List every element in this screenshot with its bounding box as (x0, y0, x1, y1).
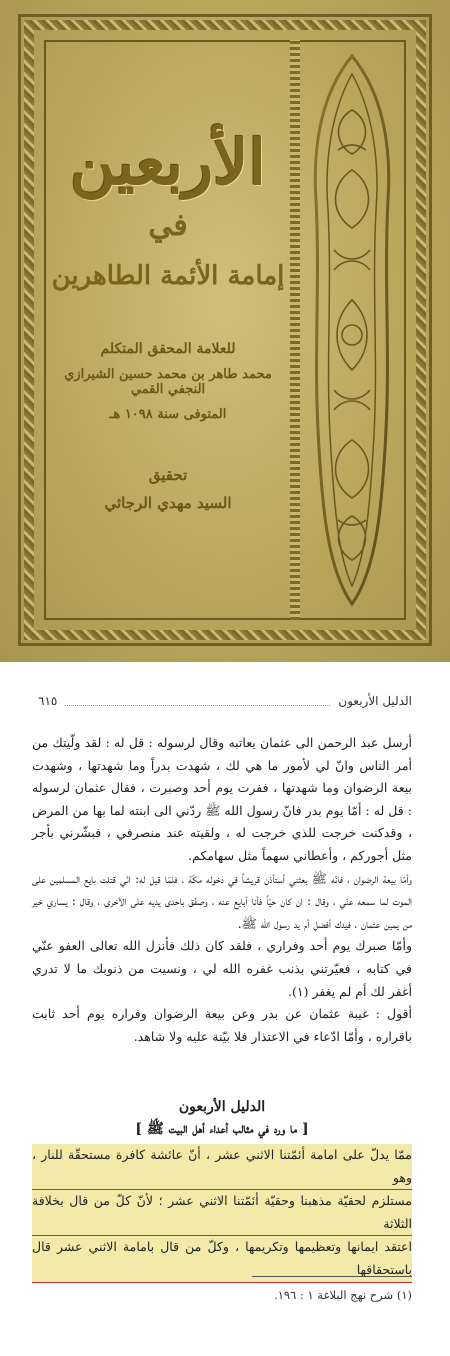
paragraph: وأمّا بيعة الرضوان ، فانّه ﷺ بعثني أستأذن قريشاً في دخوله مكّة ، فلمّا قيل له: انّي قتلت بايع المسلمين على الموت لما سمعه عنّي ، وقال : ان كان حيّاً فأنا أبايع عنه ، وصفّق باحدى يديه على الأخرى ، وقال : يساري خير من يمين عثمان ، فيدك أفضل أم يد رسول الله ﷺ. (32, 870, 412, 931)
cover-preposition: في (148, 208, 188, 243)
running-header-title: الدليل الأربعون (338, 694, 412, 708)
paragraph: وأمّا صبرك يوم أحد وفراري ، فلقد كان ذلك فأنزل الله تعالى العفو عنّي في كتابه ، فعيّرتني بذنب غفره الله لي ، ونسيت من ذنوبك ما لا تدري أغفر لك أم لم يغفر (١). (32, 938, 412, 999)
cover-author-name: محمد طاهر بن محمد حسين الشيرازي النجفي القمي (64, 367, 272, 397)
arabesque-ornament-icon (304, 50, 400, 610)
footnote: (١) شرح نهج البلاغة ١ : ١٩٦. (274, 1288, 412, 1302)
section-heading (32, 1096, 412, 1140)
highlighted-line: مستلزم لحقيّة مذهبنا وحقيّة أئمّتنا الاثني عشر ؛ لأنّ كلّ من قال بخلافة الثلاثة (32, 1190, 412, 1236)
cover-tahqiq-label: تحقيق (148, 466, 188, 484)
cover-title-panel (46, 42, 290, 618)
book-page (0, 676, 450, 1356)
section-subtitle: [ ما ورد في مثالب أعداء أهل البيت ﷺ ] (135, 1121, 309, 1137)
highlighted-line: ممّا يدلّ على امامة أئمّتنا الاثني عشر ، أنّ عائشة كافرة مستحقّة للنار ، وهو (32, 1144, 412, 1190)
paragraph: أرسل عبد الرحمن الى عثمان يعاتبه وقال لرسوله : قل له : لقد ولّيتك من أمر الناس وانّ لي لأمور ما هي لك ، شهدت بدراً وما شهدتها ، وشهدت بيعة الرضوان وما شهدتها ، ففرت يوم أحد وصبرت ، فقال عثمان لرسوله : قل له : أمّا يوم بدر فانّ رسول الله ﷺ ردّني الى ابنته لما بها من المرض ، وقدكنت خرجت للذي خرجت له ، ولقيته عند منصرفي ، فبشّرني بأجر مثل أجوركم ، وأعطاني سهماً مثل سهامكم. (32, 735, 412, 863)
cover-author-label: للعلامة المحقق المتكلم (100, 341, 236, 357)
section-title: الدليل الأربعون (178, 1099, 266, 1115)
highlighted-line: اعتقد ايمانها وتعظيمها وتكريمها ، وكلّ من قال بامامة الاثني عشر قال باستحقاقها (32, 1236, 412, 1282)
page-body (32, 732, 412, 1048)
highlighted-passage (32, 1144, 412, 1283)
cover-vertical-divider (290, 40, 300, 620)
page-number: ٦١٥ (38, 694, 58, 708)
paragraph: أقول : غيبة عثمان عن بدر وعن بيعة الرضوان وفراره يوم أحد ثابت باقراره ، وأمّا ادّعاء في الاعتذار فلا بيّنة عليه ولا شاهد. (32, 1006, 412, 1044)
header-dotted-leader (65, 697, 330, 706)
footnote-divider (252, 1276, 412, 1277)
cover-title: الأربعين (70, 126, 266, 199)
cover-subtitle: إمامة الأئمة الطاهرين (51, 261, 285, 291)
cover-ornament-panel (300, 42, 404, 618)
cover-death-date: المتوفى سنة ١٠٩٨ هـ (109, 407, 227, 422)
cover-editor-name: السيد مهدي الرجائي (104, 494, 232, 512)
page-header (38, 690, 412, 712)
book-cover (0, 0, 450, 662)
